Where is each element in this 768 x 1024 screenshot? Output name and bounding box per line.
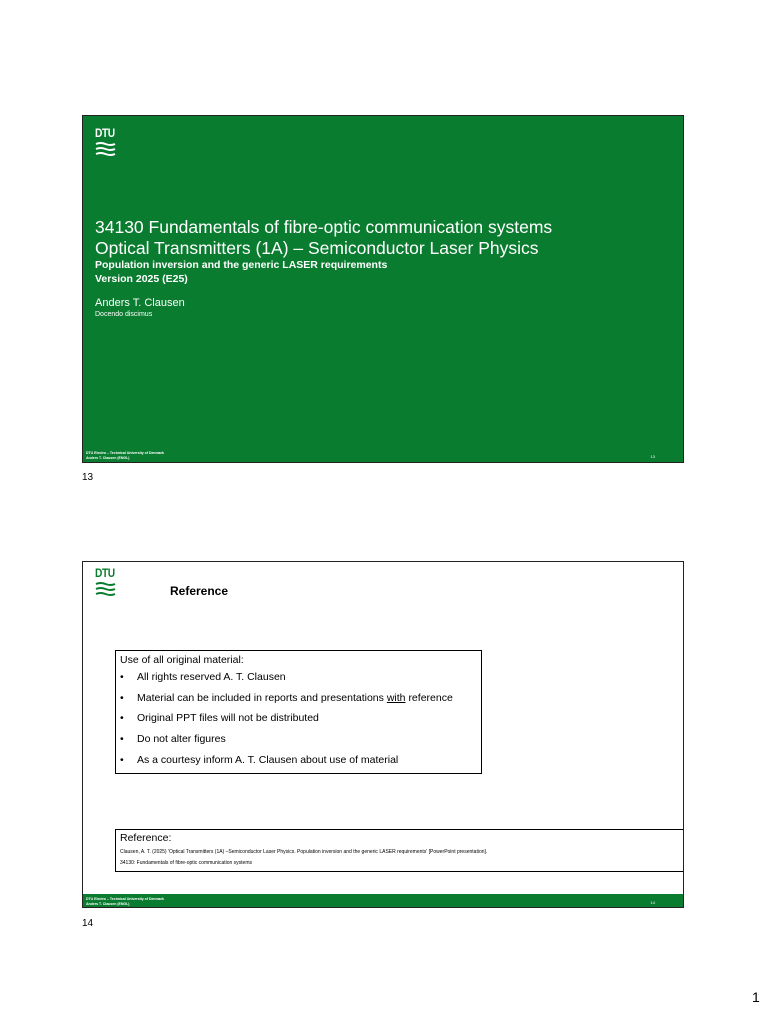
bullet-icon: • xyxy=(120,671,124,683)
list-item: • As a courtesy inform A. T. Clausen about use of material xyxy=(120,753,399,766)
course-title: 34130 Fundamentals of fibre-optic communication systems xyxy=(95,217,553,237)
slide-13 xyxy=(82,115,684,463)
dtu-logo xyxy=(95,127,119,158)
dtu-logo xyxy=(95,567,119,598)
reference-citation: Clausen, A. T. (2025) 'Optical Transmitters (1A) –Semiconductor Laser Physics. Population inversion and the generic LASER requirements' [PowerPoint presentation]. xyxy=(120,849,488,855)
reference-course: 34130: Fundamentals of fibre-optic communication systems xyxy=(120,860,253,866)
list-item: • Original PPT files will not be distributed xyxy=(120,712,319,725)
slide-heading: Reference xyxy=(170,584,229,598)
reference-box xyxy=(115,829,684,872)
bullet-icon: • xyxy=(120,753,124,766)
slide-footer-institution: DTU Electro – Technical University of Denmark xyxy=(86,897,164,901)
usage-rules-list xyxy=(120,671,476,767)
slide-footer-institution: DTU Electro – Technical University of Denmark xyxy=(86,451,164,455)
slide-14 xyxy=(82,561,684,908)
version-label: Version 2025 (E25) xyxy=(95,273,188,285)
page-number: 1 xyxy=(752,989,760,1005)
usage-rules-box xyxy=(115,650,482,774)
author-name: Anders T. Clausen xyxy=(95,297,185,309)
bullet-icon: • xyxy=(120,712,124,725)
underlined-word: with xyxy=(386,691,406,704)
lecture-subtitle: Population inversion and the generic LASER requirements xyxy=(95,259,388,271)
dtu-logo-text: DTU xyxy=(95,566,115,580)
slide-footer-number: 14 xyxy=(650,900,655,905)
slide-footer-bar xyxy=(83,894,683,908)
slide-footer-author: Anders T. Clausen (ENGL) xyxy=(86,455,130,460)
slide-number-label: 13 xyxy=(82,472,94,483)
list-item: • Material can be included in reports and presentations with reference xyxy=(120,691,453,704)
slide-footer-author: Anders T. Clausen (ENGL) xyxy=(86,901,130,906)
lecture-title: Optical Transmitters (1A) – Semiconductor Laser Physics xyxy=(95,238,539,258)
dtu-logo-text: DTU xyxy=(95,126,115,140)
bullet-icon: • xyxy=(120,733,124,746)
bullet-icon: • xyxy=(120,691,124,704)
dtu-logo-wave-icon xyxy=(95,582,116,598)
list-item: • All rights reserved A. T. Clausen xyxy=(120,671,286,683)
slide-number-label: 14 xyxy=(82,918,94,929)
reference-heading: Reference: xyxy=(120,832,172,844)
list-item: • Do not alter figures xyxy=(120,733,226,746)
motto: Docendo discimus xyxy=(95,311,153,318)
slide-footer-number: 13 xyxy=(650,454,655,459)
dtu-logo-wave-icon xyxy=(95,142,116,158)
usage-rules-heading: Use of all original material: xyxy=(120,654,244,666)
